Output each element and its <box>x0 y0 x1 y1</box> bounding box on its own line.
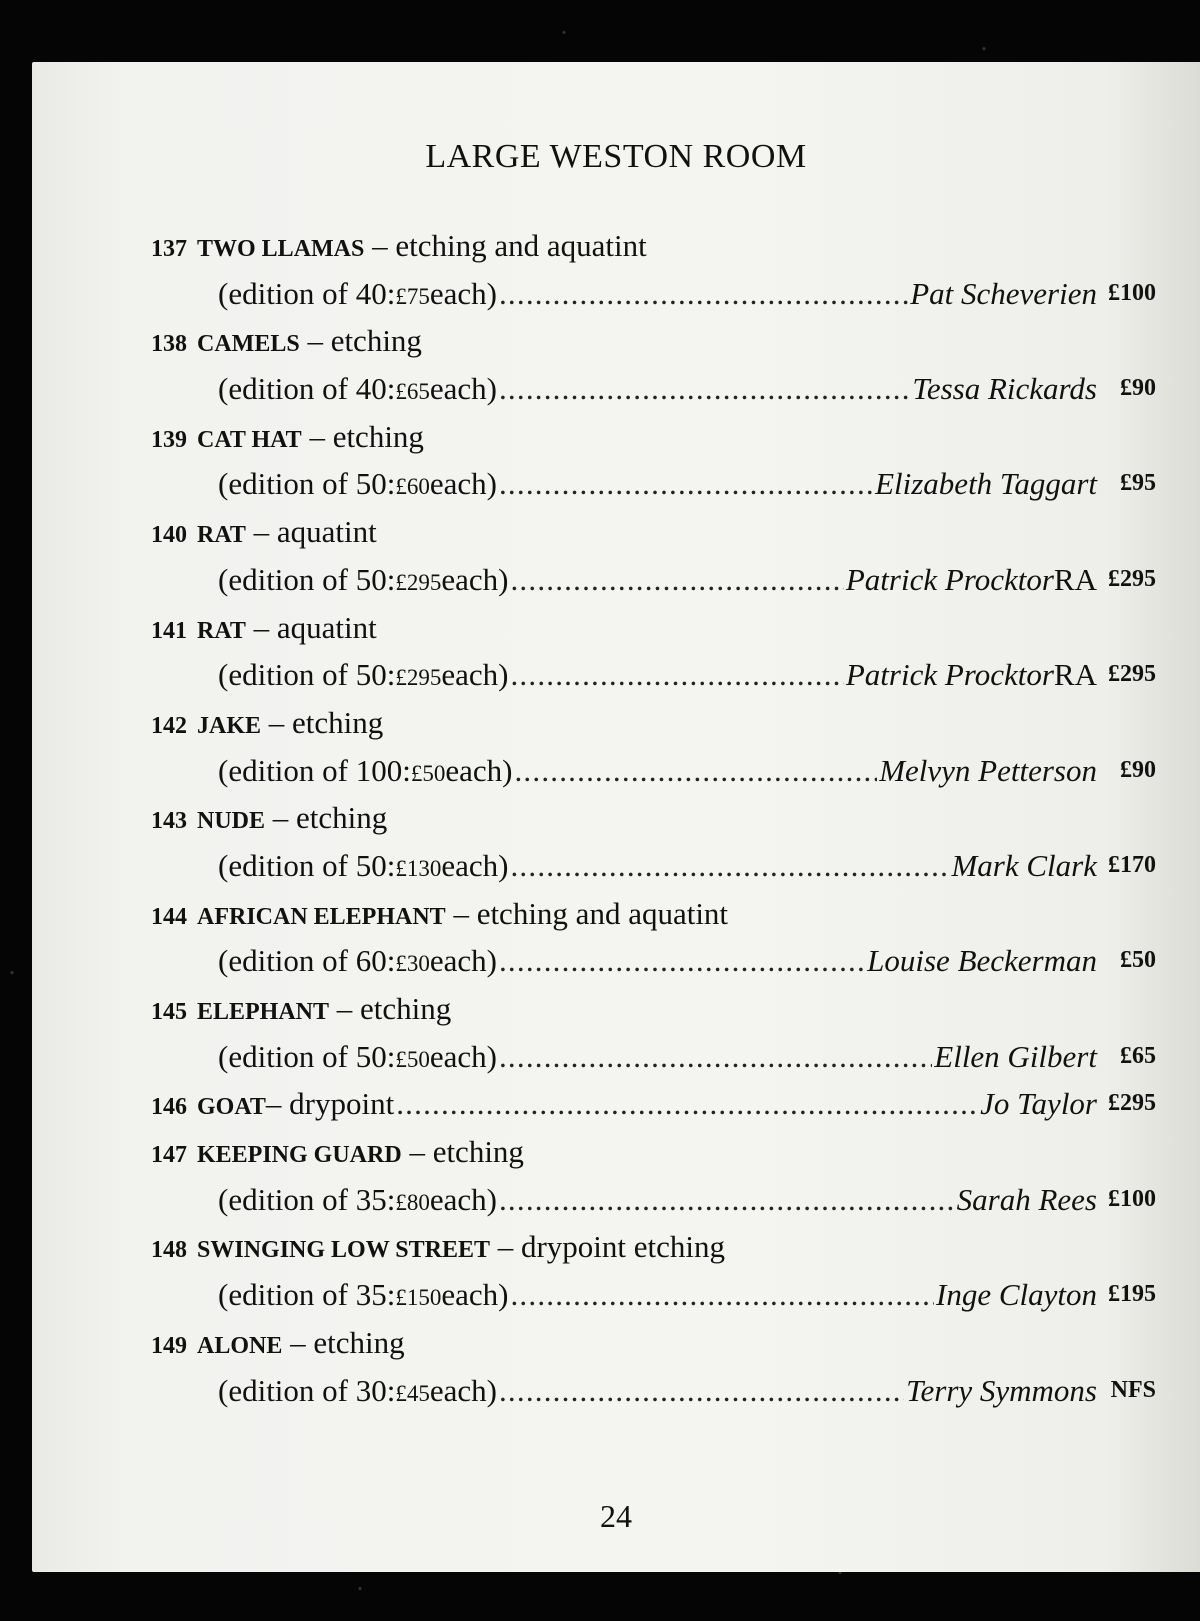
edition-price: £295 <box>395 569 442 595</box>
entry-title: GOAT <box>197 1094 266 1121</box>
catalogue-entry-139 <box>32 413 1200 508</box>
artist-name: Patrick Procktor <box>845 657 1054 693</box>
entry-medium: – etching <box>401 1134 524 1170</box>
leader-dots <box>499 365 910 413</box>
entry-price: £295 <box>1108 661 1156 688</box>
entry-heading <box>32 794 1200 842</box>
entry-price: £90 <box>1120 756 1156 783</box>
page-title: LARGE WESTON ROOM <box>425 138 807 175</box>
catalogue-entry-138 <box>32 317 1200 412</box>
edition-prefix: (edition of 40: <box>218 371 396 407</box>
leader-dots <box>499 937 865 985</box>
artist-name: Pat Scheverien <box>910 275 1097 311</box>
entry-title: KEEPING GUARD <box>197 1142 402 1169</box>
catalogue-entries <box>32 222 1200 1414</box>
catalogue-entry-144 <box>32 890 1200 985</box>
edition-price: £75 <box>395 283 430 309</box>
entry-heading <box>32 413 1200 461</box>
entry-price: £50 <box>1120 947 1156 974</box>
catalogue-entry-147 <box>32 1128 1200 1223</box>
catalogue-page <box>32 62 1200 1572</box>
edition-suffix: each) <box>441 561 509 597</box>
leader-dots <box>510 842 949 890</box>
entry-title: ELEPHANT <box>197 999 330 1025</box>
edition-price: £65 <box>395 379 430 405</box>
entry-price: £195 <box>1108 1281 1156 1308</box>
entry-title: CAMELS <box>197 331 300 358</box>
leader-dots <box>510 651 843 699</box>
artist-name: Patrick Procktor <box>845 561 1054 597</box>
leader-dots <box>396 1080 978 1128</box>
edition-price: £50 <box>395 1046 430 1072</box>
catalogue-entry-142 <box>32 699 1200 794</box>
entry-number: 144 <box>151 903 187 930</box>
entry-heading <box>32 1319 1200 1367</box>
entry-details <box>32 1033 1200 1081</box>
leader-dots <box>510 556 843 604</box>
artist-name: Inge Clayton <box>936 1277 1097 1313</box>
entry-number: 141 <box>151 617 187 644</box>
artist-name: Melvyn Petterson <box>879 752 1097 788</box>
entry-title: TWO LLAMAS <box>197 236 365 262</box>
artist-suffix: RA <box>1053 561 1097 597</box>
edition-suffix: each) <box>429 943 497 979</box>
entry-details <box>32 1176 1200 1224</box>
entry-number: 143 <box>151 808 187 835</box>
edition-suffix: each) <box>429 1181 497 1217</box>
entry-price: NFS <box>1110 1376 1156 1403</box>
artist-name: Ellen Gilbert <box>934 1038 1097 1074</box>
entry-title: RAT <box>197 617 246 644</box>
edition-prefix: (edition of 60: <box>218 943 396 979</box>
catalogue-entry-137 <box>32 222 1200 317</box>
entry-details <box>32 651 1200 699</box>
edition-suffix: each) <box>441 1277 509 1313</box>
edition-prefix: (edition of 50: <box>218 561 396 597</box>
page-number: 24 <box>600 1498 632 1534</box>
catalogue-entry-141 <box>32 604 1200 699</box>
edition-suffix: each) <box>441 847 509 883</box>
entry-medium: – drypoint etching <box>489 1229 726 1265</box>
leader-dots <box>499 460 873 508</box>
entry-number: 147 <box>151 1142 187 1169</box>
entry-title: JAKE <box>197 712 262 739</box>
entry-heading <box>32 1223 1200 1271</box>
entry-medium: – aquatint <box>245 514 377 550</box>
catalogue-entry-140 <box>32 508 1200 603</box>
entry-price: £65 <box>1120 1042 1156 1069</box>
entry-heading <box>32 317 1200 365</box>
entry-medium: – etching <box>301 418 424 454</box>
entry-price: £95 <box>1120 470 1156 497</box>
edition-prefix: (edition of 50: <box>218 1038 396 1074</box>
entry-number: 140 <box>151 522 187 549</box>
entry-heading <box>32 699 1200 747</box>
edition-price: £30 <box>395 951 430 977</box>
leader-dots <box>499 1367 904 1415</box>
entry-medium: – etching <box>265 800 388 836</box>
entry-title: RAT <box>197 522 246 549</box>
entry-heading <box>32 222 1200 270</box>
edition-prefix: (edition of 35: <box>218 1277 396 1313</box>
edition-price: £80 <box>395 1189 430 1215</box>
entry-heading <box>32 604 1200 652</box>
artist-name: Mark Clark <box>951 847 1097 883</box>
edition-price: £60 <box>395 474 430 500</box>
edition-suffix: each) <box>429 1372 497 1408</box>
edition-prefix: (edition of 50: <box>218 657 396 693</box>
entry-medium: – aquatint <box>245 609 377 645</box>
entry-title: NUDE <box>197 808 266 835</box>
entry-number: 138 <box>151 331 187 358</box>
entry-price: £295 <box>1108 565 1156 592</box>
leader-dots <box>499 270 908 318</box>
artist-name: Tessa Rickards <box>912 371 1097 407</box>
entry-medium: – etching <box>261 704 384 740</box>
artist-name: Louise Beckerman <box>867 943 1097 979</box>
edition-price: £150 <box>395 1285 442 1311</box>
artist-name: Elizabeth Taggart <box>875 466 1097 502</box>
catalogue-entry-148 <box>32 1223 1200 1318</box>
edition-price: £50 <box>410 760 446 786</box>
edition-prefix: (edition of 50: <box>218 847 396 883</box>
edition-price: £295 <box>395 665 442 691</box>
entry-number: 139 <box>151 426 187 453</box>
entry-heading <box>32 985 1200 1033</box>
edition-price: £45 <box>395 1380 430 1406</box>
entry-heading <box>32 1128 1200 1176</box>
edition-suffix: each) <box>441 657 509 693</box>
entry-number: 148 <box>151 1237 187 1264</box>
entry-price: £295 <box>1108 1090 1156 1117</box>
entry-number: 145 <box>151 999 187 1025</box>
catalogue-entry-146 <box>32 1080 1200 1128</box>
entry-price: £100 <box>1108 1185 1156 1212</box>
entry-price: £90 <box>1120 375 1156 402</box>
entry-details <box>32 842 1200 890</box>
edition-prefix: (edition of 35: <box>218 1181 396 1217</box>
edition-prefix: (edition of 100: <box>218 752 411 788</box>
entry-details <box>32 1367 1200 1415</box>
artist-name: Sarah Rees <box>956 1181 1097 1217</box>
entry-details <box>32 270 1200 318</box>
entry-details <box>32 556 1200 604</box>
edition-prefix: (edition of 30: <box>218 1372 396 1408</box>
entry-title: ALONE <box>197 1332 283 1359</box>
artist-name: Jo Taylor <box>980 1086 1097 1122</box>
entry-price: £100 <box>1108 279 1156 306</box>
entry-heading <box>32 508 1200 556</box>
entry-medium: – etching <box>282 1324 405 1360</box>
entry-medium: – drypoint <box>265 1086 395 1122</box>
leader-dots <box>499 1176 955 1224</box>
edition-suffix: each) <box>429 371 497 407</box>
entry-details <box>32 365 1200 413</box>
leader-dots <box>510 1271 934 1319</box>
entry-heading <box>32 1080 1200 1128</box>
leader-dots <box>514 747 877 795</box>
entry-number: 149 <box>151 1332 187 1359</box>
catalogue-entry-145 <box>32 985 1200 1080</box>
entry-medium: – etching and aquatint <box>445 895 729 931</box>
entry-title: SWINGING LOW STREET <box>197 1237 490 1264</box>
entry-number: 142 <box>151 712 187 739</box>
edition-price: £130 <box>395 855 442 881</box>
entry-heading <box>32 890 1200 938</box>
entry-medium: – etching <box>299 323 422 359</box>
edition-suffix: each) <box>445 752 513 788</box>
entry-details <box>32 1271 1200 1319</box>
entry-price: £170 <box>1108 851 1156 878</box>
entry-medium: – etching <box>329 991 452 1026</box>
artist-name: Terry Symmons <box>906 1372 1097 1408</box>
entry-number: 137 <box>151 236 187 262</box>
entry-title: CAT HAT <box>197 426 302 453</box>
artist-suffix: RA <box>1053 657 1097 693</box>
edition-prefix: (edition of 40: <box>218 275 396 311</box>
entry-medium: – etching and aquatint <box>364 228 647 263</box>
entry-details <box>32 747 1200 795</box>
entry-details <box>32 460 1200 508</box>
edition-prefix: (edition of 50: <box>218 466 396 502</box>
leader-dots <box>499 1033 932 1081</box>
edition-suffix: each) <box>429 275 497 311</box>
entry-number: 146 <box>151 1094 187 1121</box>
catalogue-entry-143 <box>32 794 1200 889</box>
edition-suffix: each) <box>429 1038 497 1074</box>
catalogue-entry-149 <box>32 1319 1200 1414</box>
entry-title: AFRICAN ELEPHANT <box>197 903 446 930</box>
edition-suffix: each) <box>429 466 497 502</box>
entry-details <box>32 937 1200 985</box>
